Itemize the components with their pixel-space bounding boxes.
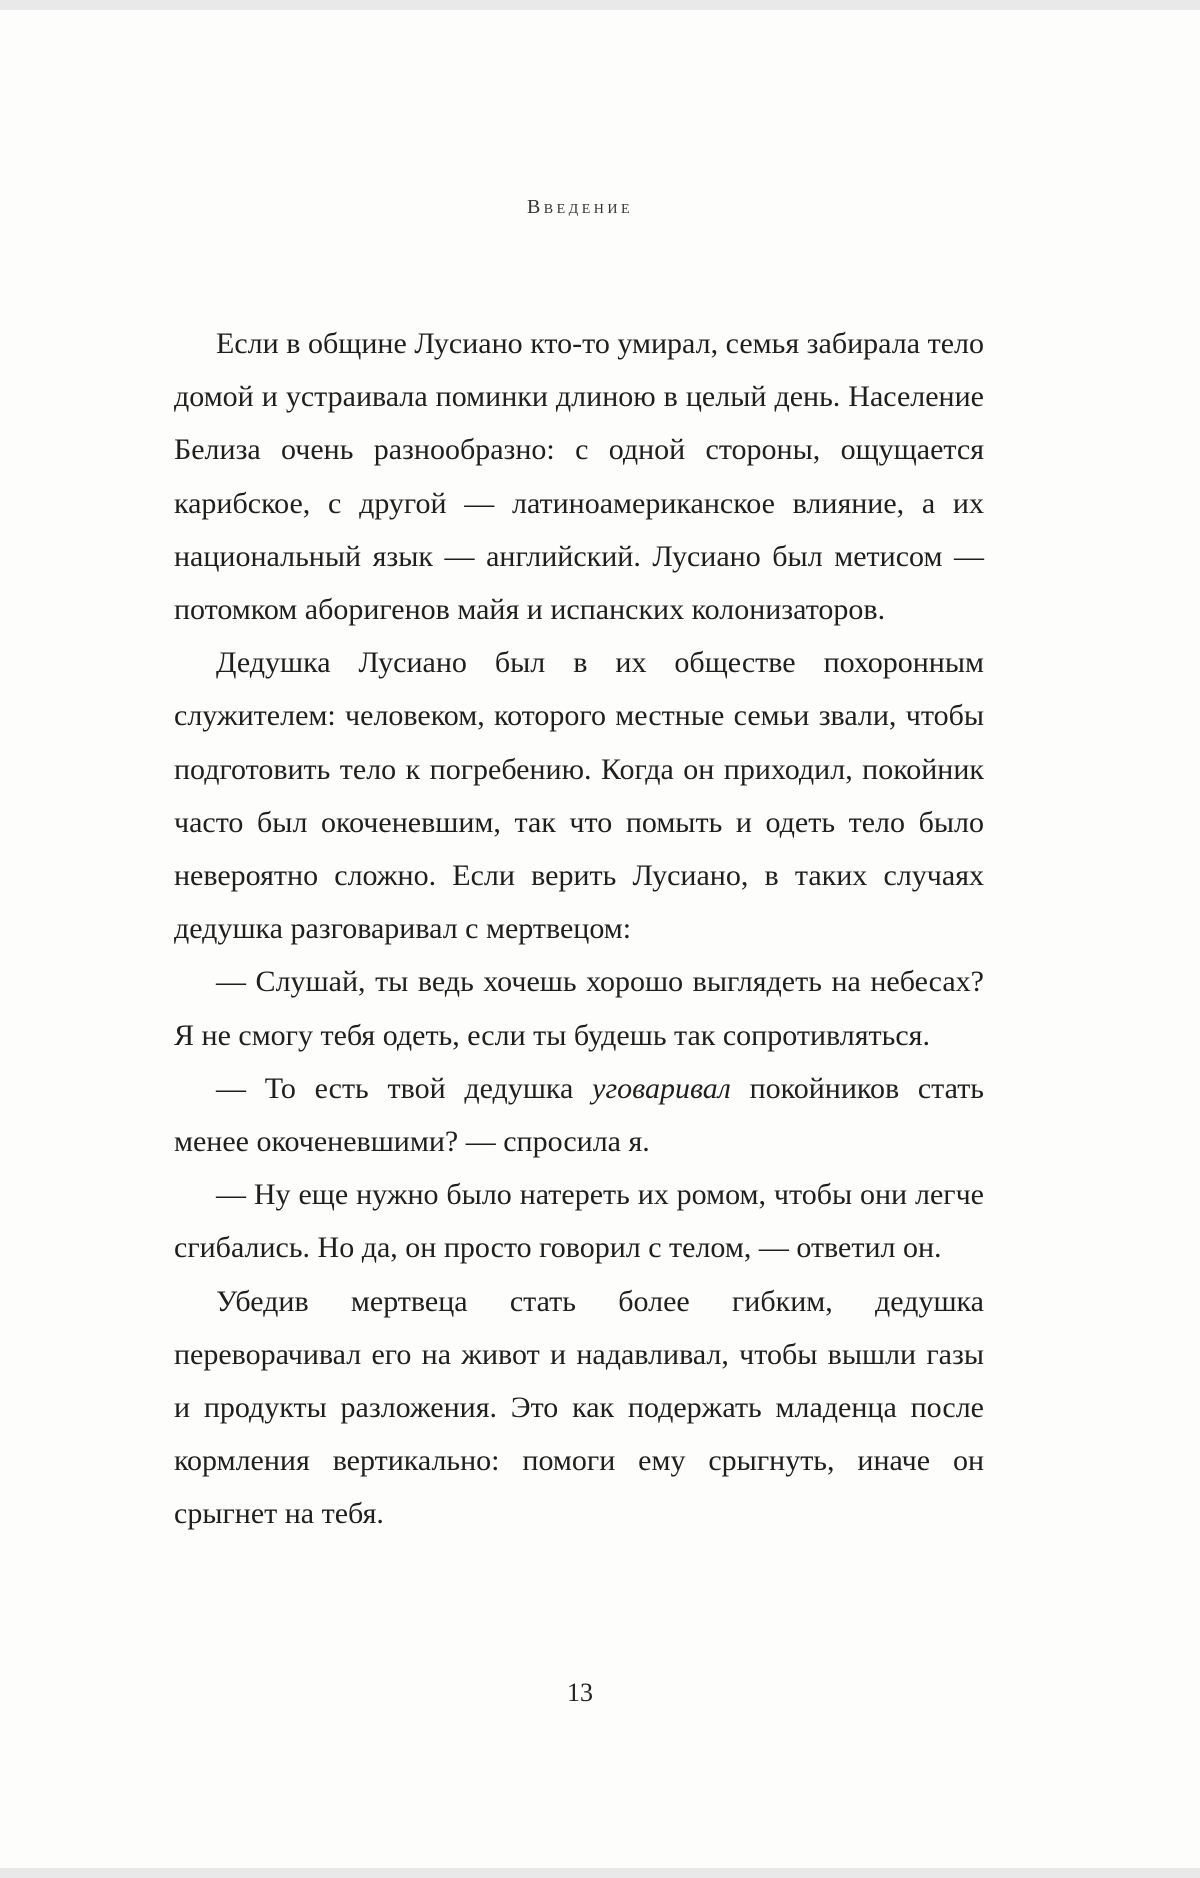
paragraph: Если в общине Лусиано кто-то умирал, семья забирала тело домой и устраивала поминки длиною в целый день. Население Белиза очень разнообразно: с одной стороны, ощущается карибское, с другой — латиноамериканское влияние, а их национальный язык — английский. Лусиано был метисом — потомком аборигенов майя и испанских колонизаторов. [174, 327, 984, 627]
paragraph-text: — То есть твой дедушка [216, 1071, 593, 1105]
paragraph: Убедив мертвеца стать более гибким, дедушка переворачивал его на живот и надавливал, чтобы вышли газы и продукты разложения. Это как подержать младенца после кормления вертикально: помоги ему срыгнуть, иначе он срыгнет на тебя. [174, 1284, 984, 1531]
book-page [0, 10, 1200, 1868]
paragraph [174, 1062, 984, 1168]
paragraph-text: покойников стать менее окоченевшими? — спросила я. [174, 1071, 984, 1159]
paragraph: Дедушка Лусиано был в их обществе похоронным служителем: человеком, которого местные семьи звали, чтобы подготовить тело к погребению. Когда он приходил, покойник часто был окоченевшим, так что помыть и одеть тело было невероятно сложно. Если верить Лусиано, в таких случаях дедушка разговаривал с мертвецом: [174, 646, 984, 946]
running-title: Введение [526, 196, 634, 218]
body-text [174, 317, 984, 1541]
page-number: 13 [567, 1678, 593, 1707]
paragraph: — Ну еще нужно было натереть их ромом, чтобы они легче сгибались. Но да, он просто говорил с телом, — ответил он. [174, 1178, 984, 1265]
paragraph: — Слушай, ты ведь хочешь хорошо выглядеть на небесах? Я не смогу тебя одеть, если ты будешь так сопротивляться. [174, 965, 984, 1052]
emphasized-word: уговаривал [592, 1071, 731, 1105]
